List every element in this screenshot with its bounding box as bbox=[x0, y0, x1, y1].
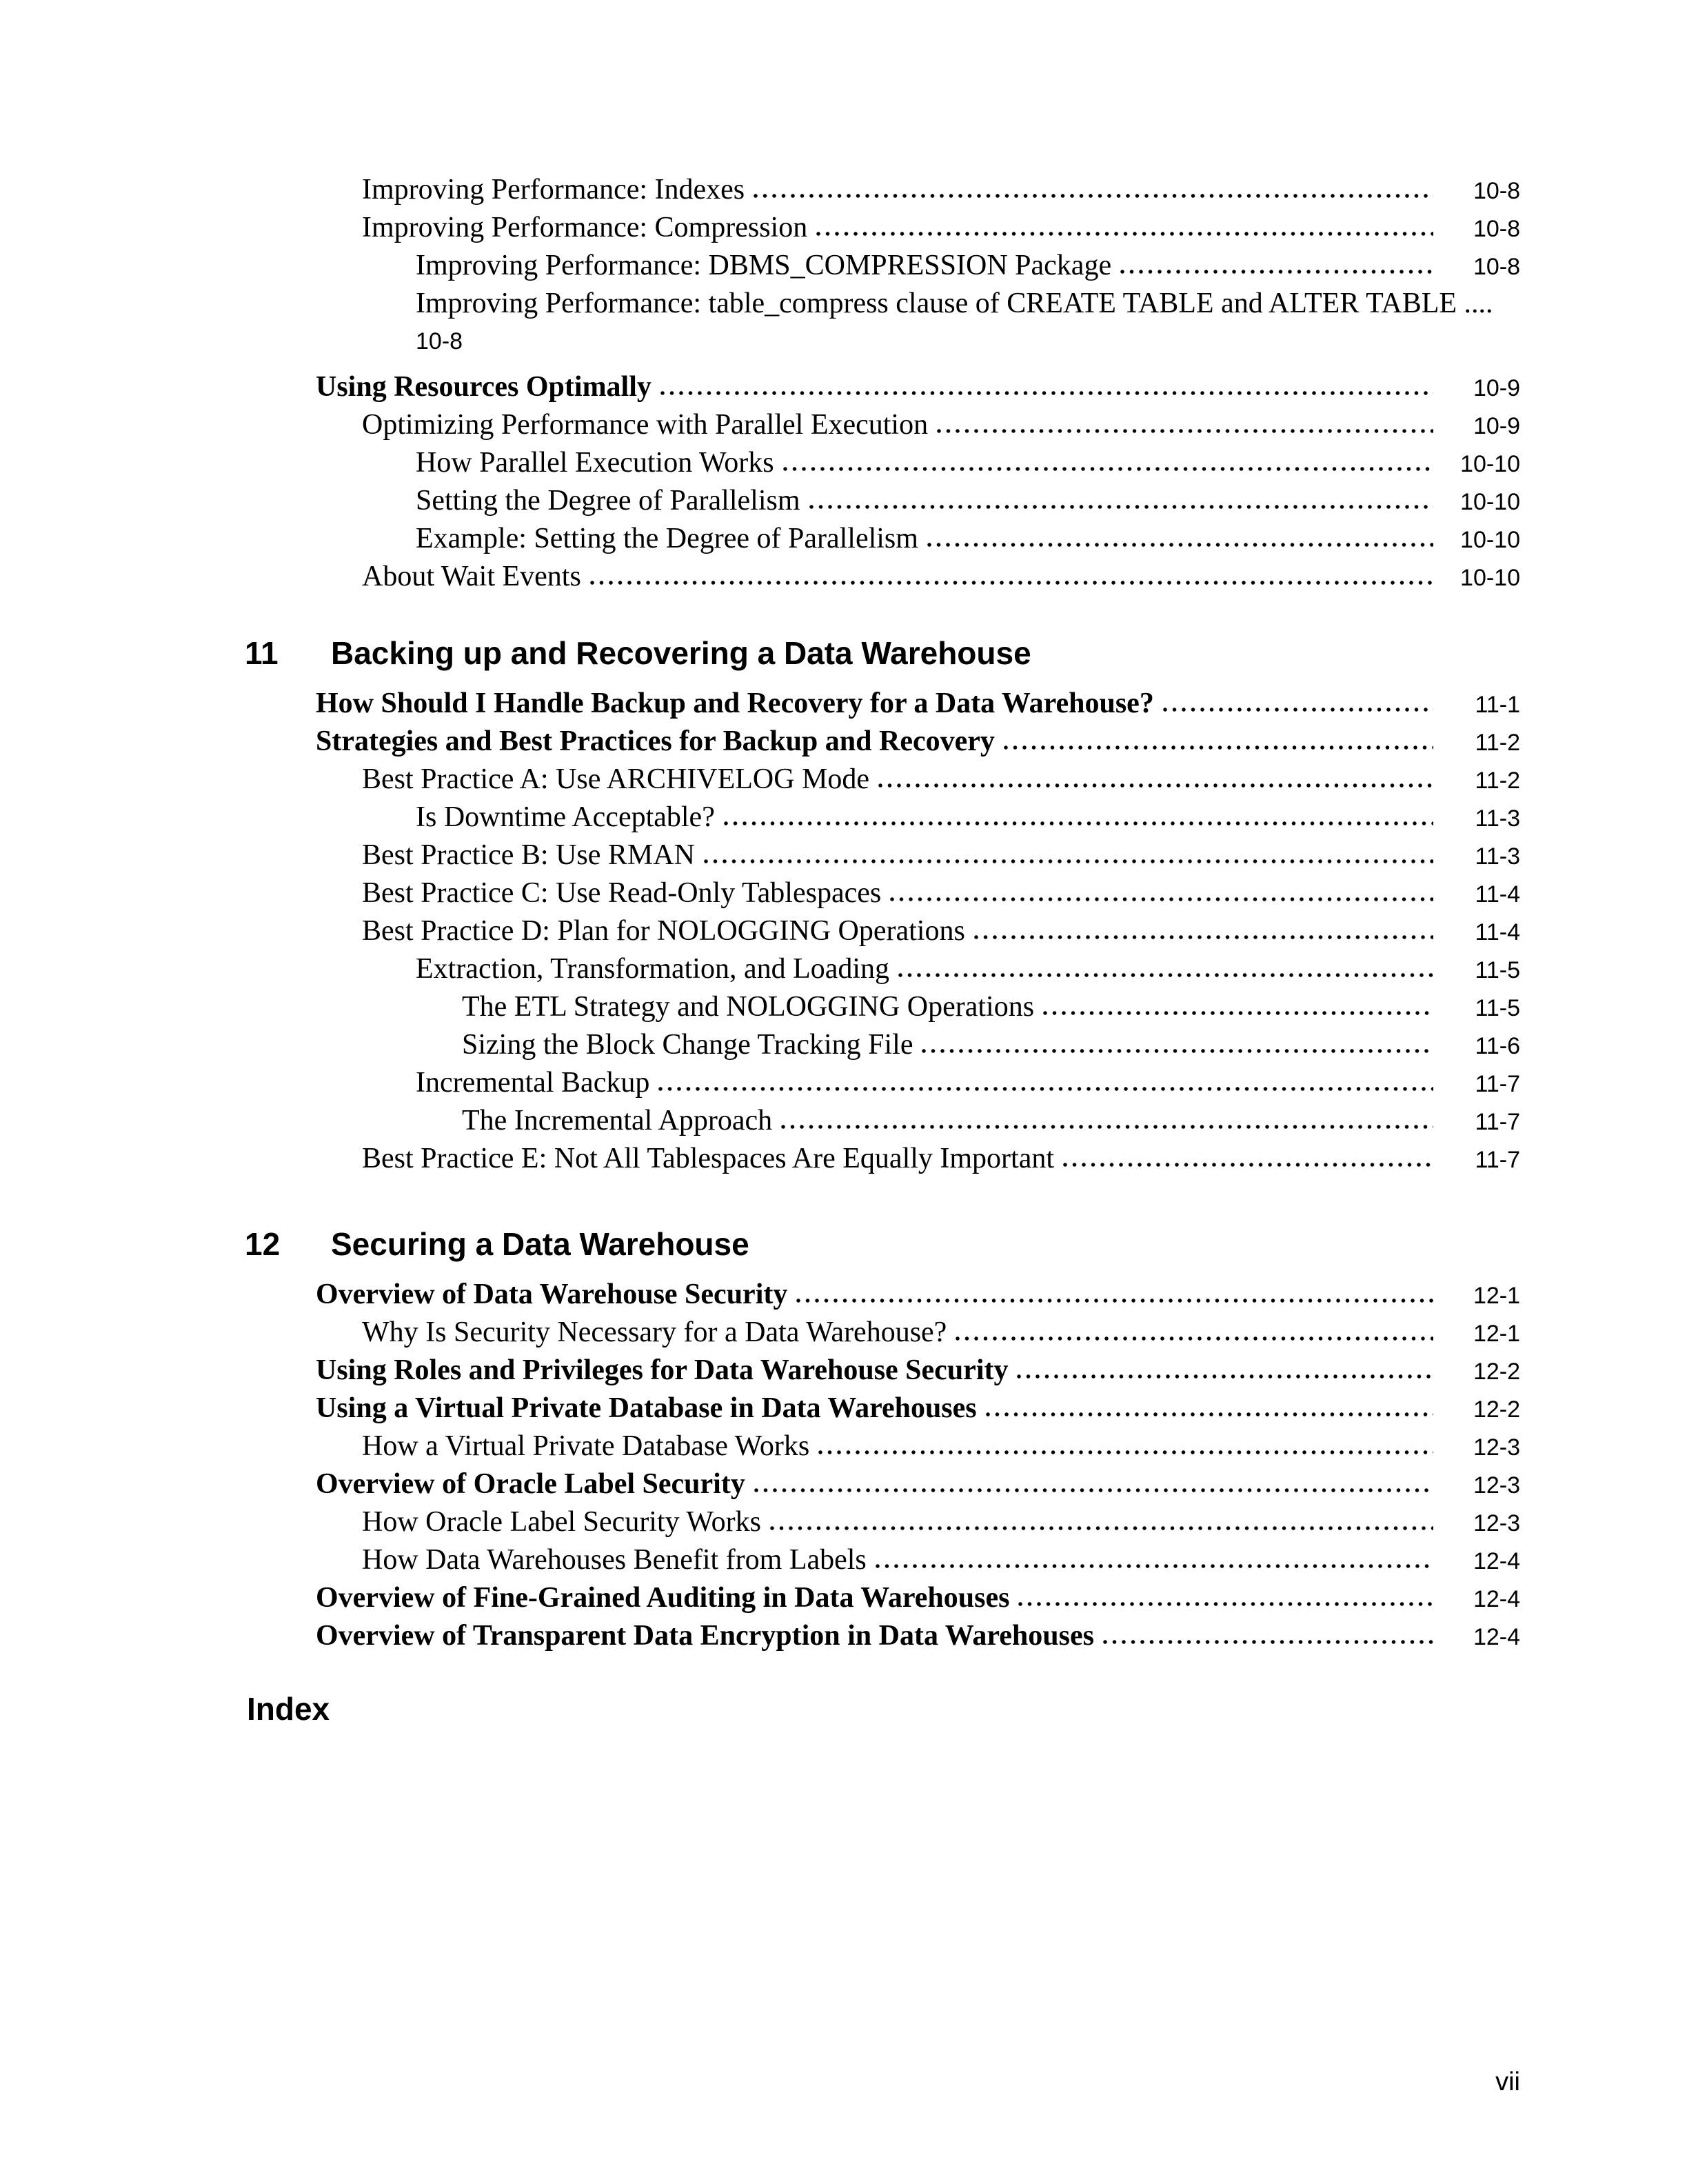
toc-entry-label: Overview of Fine-Grained Auditing in Data Warehouses bbox=[316, 1582, 1010, 1614]
dot-leader bbox=[782, 466, 1433, 472]
toc-entry bbox=[245, 1465, 1520, 1503]
toc-entry-label: Overview of Oracle Label Security bbox=[316, 1468, 745, 1500]
toc-entry-label: Improving Performance: Indexes bbox=[362, 174, 745, 206]
toc-entry-label: Is Downtime Acceptable? bbox=[416, 801, 715, 833]
dot-leader bbox=[878, 783, 1433, 788]
toc-entry-page-number: 11-3 bbox=[1475, 805, 1520, 832]
toc-entry-label: Best Practice A: Use ARCHIVELOG Mode bbox=[362, 763, 870, 795]
toc-entry-page-number: 10-9 bbox=[1473, 413, 1520, 439]
toc-entry-page-number: 10-9 bbox=[1473, 375, 1520, 401]
toc-entry-page-number: 12-2 bbox=[1473, 1396, 1520, 1423]
dot-leader bbox=[1162, 707, 1433, 712]
toc-entry-page-number: 12-2 bbox=[1473, 1359, 1520, 1385]
dot-leader bbox=[955, 1336, 1433, 1341]
dot-leader bbox=[589, 580, 1433, 585]
toc-entry-page-number: 10-8 bbox=[1473, 216, 1520, 242]
dot-leader bbox=[796, 1298, 1433, 1303]
toc-entry-label: Improving Performance: Compression bbox=[362, 212, 808, 243]
dot-leader bbox=[660, 390, 1433, 396]
toc-entry bbox=[245, 1276, 1520, 1314]
toc-entry bbox=[245, 368, 1520, 406]
toc-entry-page-number: 11-5 bbox=[1475, 995, 1520, 1021]
dot-leader bbox=[816, 231, 1433, 237]
dot-leader bbox=[769, 1525, 1433, 1531]
toc-entry bbox=[245, 799, 1520, 836]
toc-entry-page-number: 11-2 bbox=[1475, 768, 1520, 794]
dot-leader bbox=[898, 972, 1433, 978]
dot-leader bbox=[1016, 1374, 1433, 1379]
toc-entry-label: The Incremental Approach bbox=[462, 1105, 773, 1136]
toc-entry-label: Best Practice E: Not All Tablespaces Are Equally Important bbox=[362, 1143, 1055, 1174]
dot-leader bbox=[754, 1487, 1433, 1493]
toc-entry-label: Incremental Backup bbox=[416, 1067, 650, 1099]
toc-entry-label: Improving Performance: DBMS_COMPRESSION Package bbox=[416, 250, 1112, 281]
chapter-title: Backing up and Recovering a Data Warehouse bbox=[331, 635, 1031, 671]
toc-entry-page-number: 11-1 bbox=[1475, 692, 1520, 718]
toc-entry-label: Strategies and Best Practices for Backup and Recovery bbox=[316, 725, 995, 757]
toc-entry bbox=[245, 950, 1520, 988]
toc-entry-label: Best Practice B: Use RMAN bbox=[362, 839, 695, 871]
toc-entry bbox=[245, 323, 1520, 361]
footer-page-number: vii bbox=[1495, 2067, 1520, 2096]
toc-entry-page-number: 11-7 bbox=[1475, 1071, 1520, 1097]
toc-entry bbox=[245, 1503, 1520, 1541]
toc-entry bbox=[245, 406, 1520, 444]
toc-entry bbox=[245, 685, 1520, 723]
toc-entry-label: About Wait Events bbox=[362, 561, 581, 592]
toc-entry-page-number: 12-4 bbox=[1473, 1586, 1520, 1612]
toc-entry bbox=[245, 874, 1520, 912]
dot-leader bbox=[875, 1563, 1433, 1569]
toc-entry bbox=[245, 1579, 1520, 1617]
toc-entry-label: The ETL Strategy and NOLOGGING Operations bbox=[462, 991, 1035, 1023]
dot-leader bbox=[1062, 1162, 1433, 1168]
toc-entry bbox=[245, 1140, 1520, 1178]
toc-entry bbox=[245, 1390, 1520, 1427]
toc-entry-page-number: 12-3 bbox=[1473, 1434, 1520, 1461]
dot-leader bbox=[1120, 269, 1433, 274]
toc-entry bbox=[245, 988, 1520, 1026]
dot-leader bbox=[1042, 1010, 1433, 1016]
toc-entry-page-number: 11-3 bbox=[1475, 843, 1520, 870]
dot-leader bbox=[973, 934, 1433, 940]
toc-entry-label: Setting the Degree of Parallelism bbox=[416, 485, 800, 517]
toc-entry bbox=[245, 1026, 1520, 1064]
dot-leader bbox=[658, 1086, 1433, 1092]
toc-entry-page-number: 11-2 bbox=[1475, 730, 1520, 756]
toc-entry bbox=[245, 1541, 1520, 1579]
toc-entry bbox=[245, 1352, 1520, 1390]
toc-entry bbox=[245, 171, 1520, 209]
toc-entry bbox=[245, 1064, 1520, 1102]
toc-entry-label: How Should I Handle Backup and Recovery for a Data Warehouse? bbox=[316, 688, 1154, 719]
toc-entry bbox=[245, 558, 1520, 596]
toc-entry bbox=[245, 482, 1520, 520]
toc-content bbox=[245, 171, 1520, 1728]
toc-entry-page-number: 11-6 bbox=[1475, 1033, 1520, 1059]
dot-leader bbox=[1003, 745, 1433, 750]
chapter-heading bbox=[245, 634, 1520, 672]
toc-entry-label: Using Roles and Privileges for Data Warehouse Security bbox=[316, 1354, 1009, 1386]
toc-entry-page-number: 11-7 bbox=[1475, 1109, 1520, 1135]
dot-leader bbox=[780, 1124, 1433, 1130]
toc-entry-page-number: 11-4 bbox=[1475, 881, 1520, 908]
toc-entry bbox=[245, 836, 1520, 874]
toc-entry bbox=[245, 1427, 1520, 1465]
toc-entry-label: Best Practice C: Use Read-Only Tablespaces bbox=[362, 877, 882, 909]
toc-entry-label: Using a Virtual Private Database in Data Warehouses bbox=[316, 1392, 977, 1424]
toc-entry-label: Optimizing Performance with Parallel Execution bbox=[362, 409, 929, 441]
toc-entry bbox=[245, 209, 1520, 247]
toc-entry-label: Using Resources Optimally bbox=[316, 371, 651, 403]
toc-entry-page-number: 10-8 bbox=[1473, 178, 1520, 204]
chapter-title: Securing a Data Warehouse bbox=[331, 1226, 749, 1262]
dot-leader bbox=[1102, 1639, 1433, 1645]
toc-entry-label: Best Practice D: Plan for NOLOGGING Operations bbox=[362, 915, 965, 947]
chapter-number: 12 bbox=[245, 1226, 281, 1262]
toc-entry-page-number: 12-1 bbox=[1473, 1321, 1520, 1347]
toc-entry-page-number: 10-10 bbox=[1460, 565, 1520, 591]
toc-entry-label: How a Virtual Private Database Works bbox=[362, 1430, 810, 1462]
index-heading: Index bbox=[247, 1691, 330, 1727]
toc-entry bbox=[245, 285, 1520, 323]
toc-entry bbox=[245, 444, 1520, 482]
toc-entry-label: Improving Performance: table_compress clause of CREATE TABLE and ALTER TABLE .... bbox=[416, 288, 1493, 319]
toc-entry-page-number: 12-1 bbox=[1473, 1283, 1520, 1309]
dot-leader bbox=[723, 821, 1433, 826]
toc-entry bbox=[245, 1102, 1520, 1140]
dot-leader bbox=[936, 428, 1433, 434]
toc-entry-page-number: 12-4 bbox=[1473, 1548, 1520, 1574]
toc-entry bbox=[245, 723, 1520, 761]
dot-leader bbox=[921, 1048, 1433, 1054]
toc-entry-page-number: 12-4 bbox=[1473, 1624, 1520, 1650]
dot-leader bbox=[1018, 1601, 1433, 1607]
dot-leader bbox=[927, 542, 1433, 548]
toc-entry bbox=[245, 520, 1520, 558]
toc-entry-label: 10-8 bbox=[416, 328, 463, 354]
toc-entry-label: How Oracle Label Security Works bbox=[362, 1506, 761, 1538]
toc-entry bbox=[245, 912, 1520, 950]
toc-entry bbox=[245, 247, 1520, 285]
toc-entry bbox=[245, 761, 1520, 799]
toc-entry-page-number: 12-3 bbox=[1473, 1472, 1520, 1499]
toc-entry-label: Example: Setting the Degree of Parallelism bbox=[416, 523, 918, 554]
dot-leader bbox=[703, 859, 1433, 864]
toc-entry-label: Extraction, Transformation, and Loading bbox=[416, 953, 890, 985]
toc-entry-page-number: 10-8 bbox=[1473, 254, 1520, 280]
toc-entry-page-number: 10-10 bbox=[1460, 489, 1520, 515]
toc-entry-label: How Parallel Execution Works bbox=[416, 447, 774, 479]
toc-entry-label: Overview of Data Warehouse Security bbox=[316, 1279, 788, 1310]
toc-entry bbox=[245, 1314, 1520, 1352]
chapter-heading bbox=[245, 1225, 1520, 1263]
toc-entry-page-number: 11-7 bbox=[1475, 1147, 1520, 1173]
toc-entry-page-number: 10-10 bbox=[1460, 527, 1520, 553]
chapter-number: 11 bbox=[245, 635, 279, 671]
toc-entry-page-number: 12-3 bbox=[1473, 1510, 1520, 1536]
dot-leader bbox=[753, 193, 1433, 199]
toc-entry-label: Overview of Transparent Data Encryption in Data Warehouses bbox=[316, 1620, 1094, 1652]
dot-leader bbox=[818, 1450, 1433, 1455]
toc-entry bbox=[245, 1617, 1520, 1655]
toc-entry-page-number: 10-10 bbox=[1460, 451, 1520, 477]
toc-entry-label: How Data Warehouses Benefit from Labels bbox=[362, 1544, 867, 1576]
toc-entry-page-number: 11-4 bbox=[1475, 919, 1520, 945]
toc-entry-label: Sizing the Block Change Tracking File bbox=[462, 1029, 913, 1061]
dot-leader bbox=[889, 896, 1433, 902]
dot-leader bbox=[985, 1412, 1433, 1417]
dot-leader bbox=[809, 504, 1433, 510]
toc-entry-label: Why Is Security Necessary for a Data Warehouse? bbox=[362, 1316, 947, 1348]
toc-entry-page-number: 11-5 bbox=[1475, 957, 1520, 983]
